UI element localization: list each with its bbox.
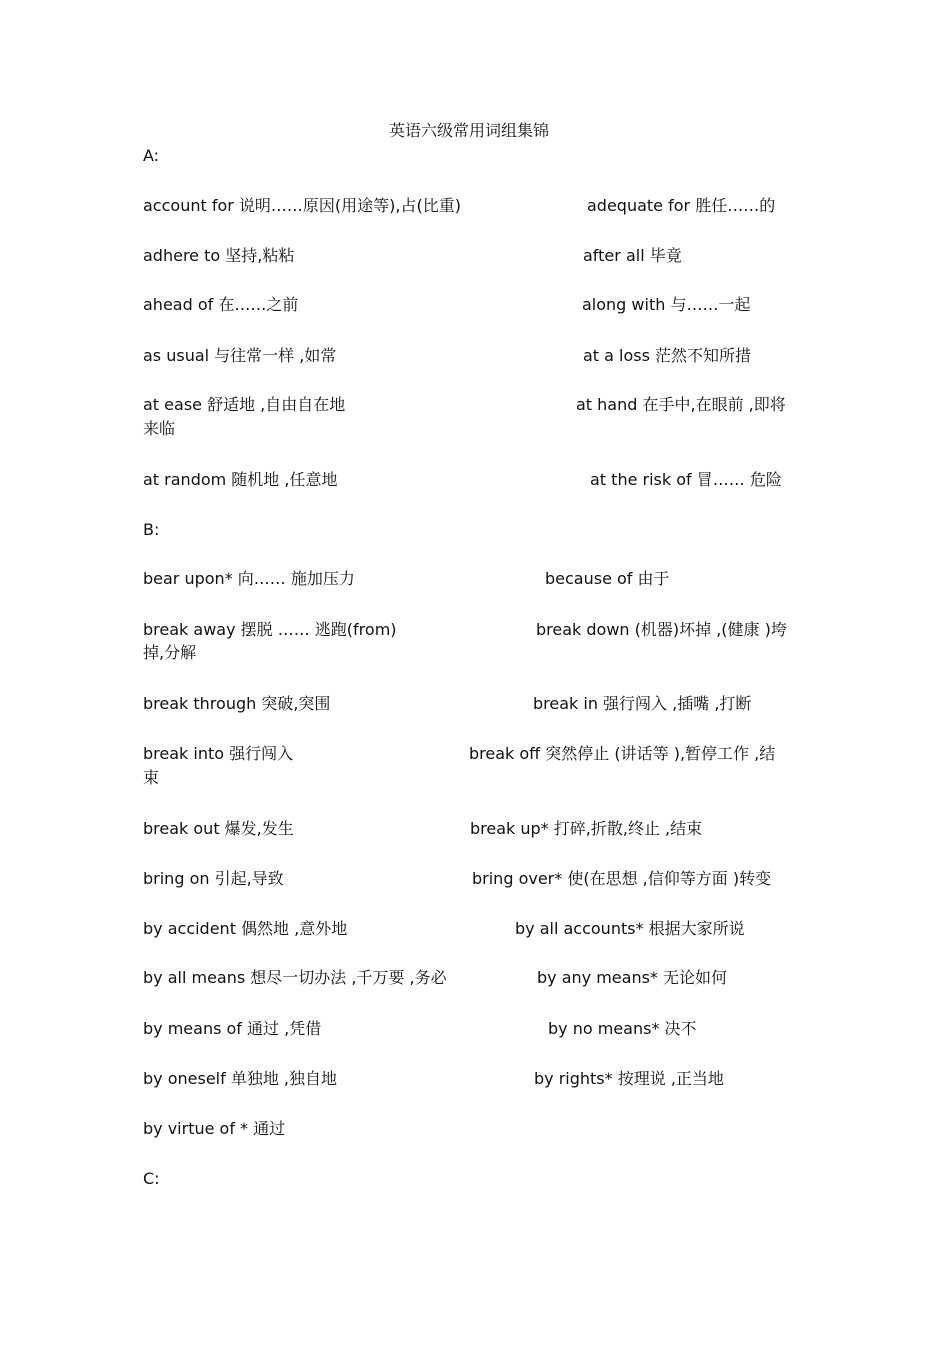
phrase-entry-continuation: 来临 bbox=[143, 419, 176, 438]
section-heading-b: B: bbox=[143, 520, 160, 539]
phrase-entry: by any means* 无论如何 bbox=[537, 968, 728, 987]
phrase-entry: break out 爆发,发生 bbox=[143, 819, 294, 838]
phrase-entry: as usual 与往常一样 ,如常 bbox=[143, 346, 337, 365]
phrase-entry: break down (机器)坏掉 ,(健康 )垮 bbox=[536, 620, 787, 639]
phrase-entry: at hand 在手中,在眼前 ,即将 bbox=[576, 395, 786, 414]
phrase-entry: along with 与……一起 bbox=[582, 295, 751, 314]
phrase-entry: at a loss 茫然不知所措 bbox=[583, 346, 752, 365]
phrase-entry: at ease 舒适地 ,自由自在地 bbox=[143, 395, 346, 414]
phrase-entry: adequate for 胜任……的 bbox=[587, 196, 776, 215]
page-title: 英语六级常用词组集锦 bbox=[388, 121, 549, 140]
phrase-entry: because of 由于 bbox=[545, 569, 670, 588]
phrase-entry: break up* 打碎,折散,终止 ,结束 bbox=[470, 819, 703, 838]
phrase-entry: by virtue of * 通过 bbox=[143, 1119, 286, 1138]
phrase-entry: by rights* 按理说 ,正当地 bbox=[534, 1069, 724, 1088]
phrase-entry: at the risk of 冒…… 危险 bbox=[590, 470, 782, 489]
phrase-entry: ahead of 在……之前 bbox=[143, 295, 299, 314]
phrase-entry: by means of 通过 ,凭借 bbox=[143, 1019, 322, 1038]
phrase-entry: bear upon* 向…… 施加压力 bbox=[143, 569, 355, 588]
phrase-entry: break away 摆脱 …… 逃跑(from) bbox=[143, 620, 397, 639]
section-heading-a: A: bbox=[143, 146, 160, 165]
phrase-entry-continuation: 掉,分解 bbox=[143, 643, 197, 662]
phrase-entry: break through 突破,突围 bbox=[143, 694, 331, 713]
phrase-entry: by all accounts* 根据大家所说 bbox=[515, 919, 745, 938]
phrase-entry: break in 强行闯入 ,插嘴 ,打断 bbox=[533, 694, 752, 713]
phrase-entry: adhere to 坚持,粘粘 bbox=[143, 246, 295, 265]
phrase-entry: at random 随机地 ,任意地 bbox=[143, 470, 338, 489]
phrase-entry: account for 说明……原因(用途等),占(比重) bbox=[143, 196, 461, 215]
section-heading-c: C: bbox=[143, 1169, 160, 1188]
phrase-entry: bring over* 使(在思想 ,信仰等方面 )转变 bbox=[472, 869, 772, 888]
phrase-entry: by no means* 决不 bbox=[548, 1019, 697, 1038]
phrase-entry: by accident 偶然地 ,意外地 bbox=[143, 919, 348, 938]
phrase-entry: bring on 引起,导致 bbox=[143, 869, 284, 888]
phrase-entry: after all 毕竟 bbox=[583, 246, 682, 265]
phrase-entry-continuation: 束 bbox=[143, 768, 160, 787]
phrase-entry: by oneself 单独地 ,独自地 bbox=[143, 1069, 338, 1088]
phrase-entry: by all means 想尽一切办法 ,千万要 ,务必 bbox=[143, 968, 447, 987]
phrase-entry: break into 强行闯入 bbox=[143, 744, 294, 763]
phrase-entry: break off 突然停止 (讲话等 ),暂停工作 ,结 bbox=[469, 744, 776, 763]
